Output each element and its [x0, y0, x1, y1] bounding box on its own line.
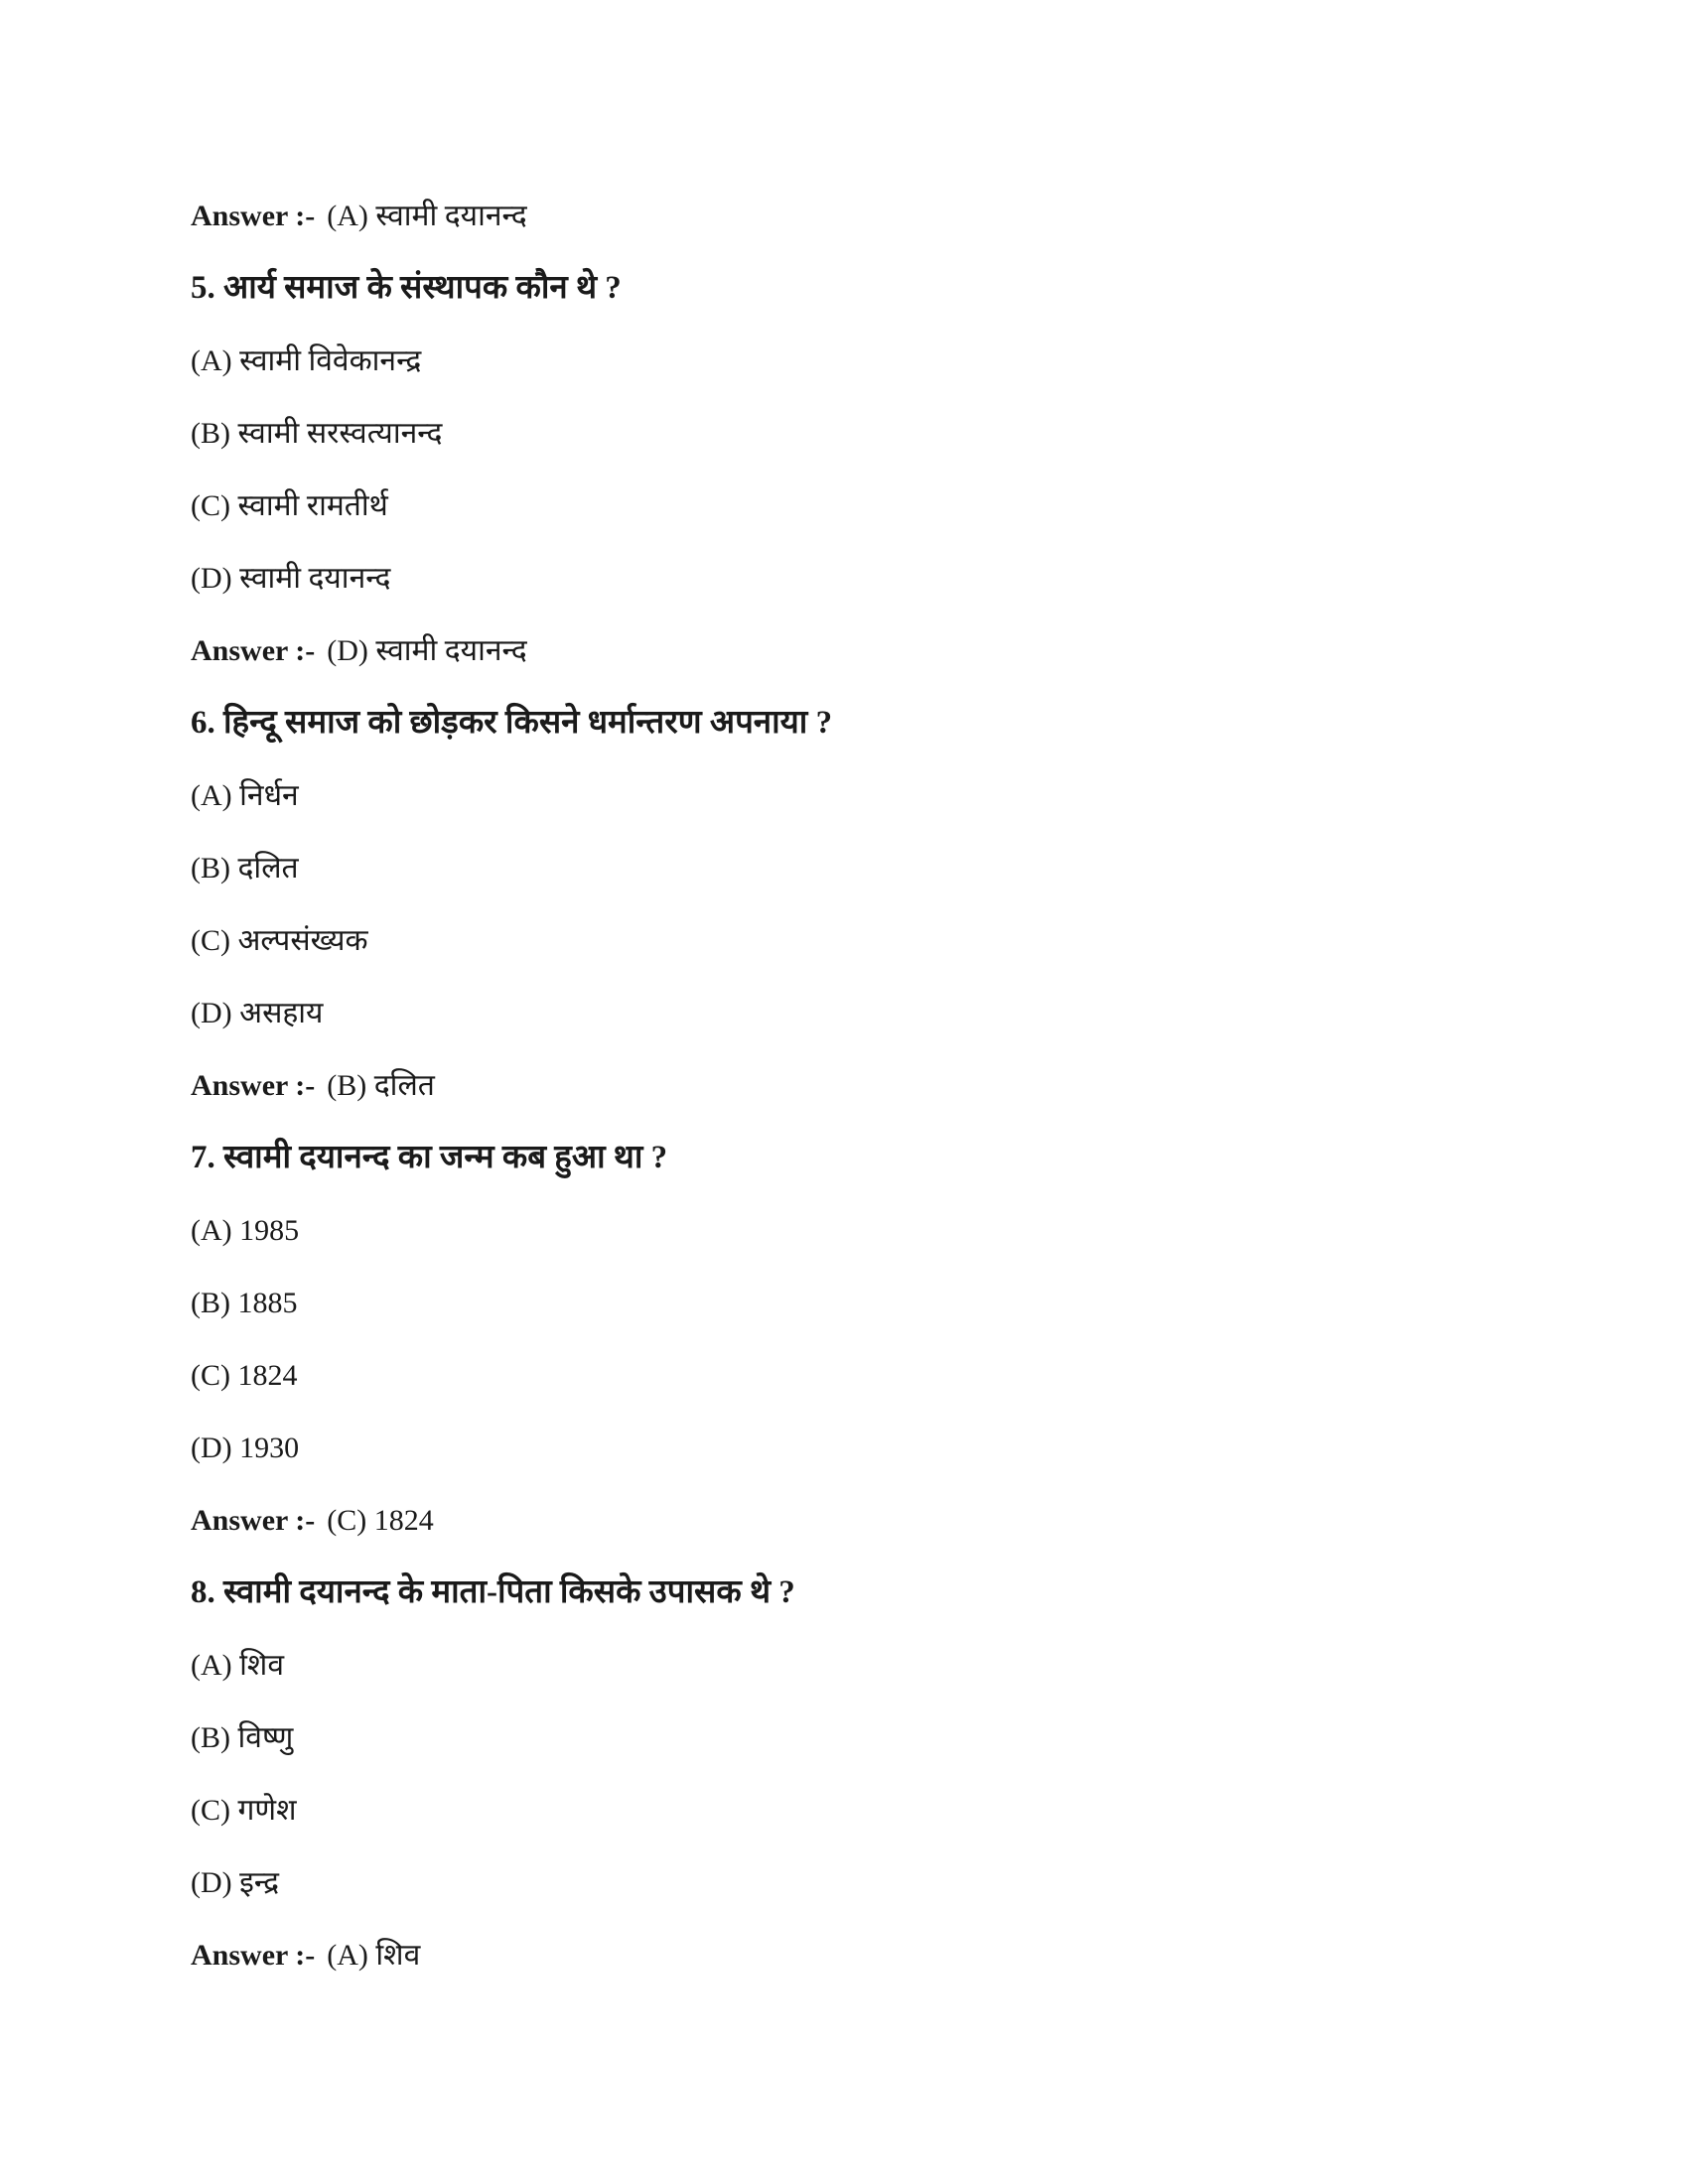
question-8-option-c: (C) गणेश [191, 1794, 297, 1827]
question-8-option-a: (A) शिव [191, 1649, 284, 1682]
answer-label: Answer :- [191, 200, 316, 232]
question-7-option-c: (C) 1824 [191, 1359, 298, 1392]
question-6-option-b: (B) दलित [191, 852, 299, 885]
answer-value: (A) शिव [327, 1939, 421, 1972]
question-block-8 [191, 1557, 1549, 1991]
question-block-5 [191, 252, 1549, 687]
question-block-7 [191, 1122, 1549, 1557]
answer-value: (D) स्वामी दयानन्द [327, 634, 527, 667]
question-6-option-c: (C) अल्पसंख्यक [191, 924, 368, 957]
question-8-option-d: (D) इन्द्र [191, 1866, 280, 1899]
answer-label: Answer :- [191, 1939, 316, 1972]
question-6-answer-line [191, 1049, 1549, 1122]
answer-value: (C) 1824 [327, 1504, 434, 1537]
answer-label: Answer :- [191, 634, 316, 667]
question-7-answer-line [191, 1484, 1549, 1557]
question-7-option-b: (B) 1885 [191, 1287, 298, 1319]
answer-value: (A) स्वामी दयानन्द [327, 200, 527, 232]
question-8-title: 8. स्वामी दयानन्द के माता-पिता किसके उपासक थे ? [191, 1574, 795, 1610]
question-6-option-d: (D) असहाय [191, 997, 324, 1029]
previous-question-answer-line [191, 180, 1549, 252]
question-8-answer-line [191, 1919, 1549, 1991]
question-7-option-d: (D) 1930 [191, 1432, 300, 1464]
question-5-option-b: (B) स्वामी सरस्वत्यानन्द [191, 417, 443, 450]
question-block-6 [191, 687, 1549, 1122]
answer-label: Answer :- [191, 1069, 316, 1102]
question-6-title: 6. हिन्दू समाज को छोड़कर किसने धर्मान्तरण अपनाया ? [191, 705, 833, 741]
answer-label: Answer :- [191, 1504, 316, 1537]
question-5-title: 5. आर्य समाज के संस्थापक कौन थे ? [191, 270, 622, 306]
question-6-option-a: (A) निर्धन [191, 779, 299, 812]
question-8-option-b: (B) विष्णु [191, 1721, 294, 1754]
question-5-option-d: (D) स्वामी दयानन्द [191, 562, 391, 595]
answer-value: (B) दलित [327, 1069, 435, 1102]
question-5-option-c: (C) स्वामी रामतीर्थ [191, 489, 388, 522]
question-7-option-a: (A) 1985 [191, 1214, 300, 1247]
question-5-option-a: (A) स्वामी विवेकानन्द्र [191, 344, 422, 377]
question-7-title: 7. स्वामी दयानन्द का जन्म कब हुआ था ? [191, 1140, 668, 1175]
question-5-answer-line [191, 614, 1549, 687]
